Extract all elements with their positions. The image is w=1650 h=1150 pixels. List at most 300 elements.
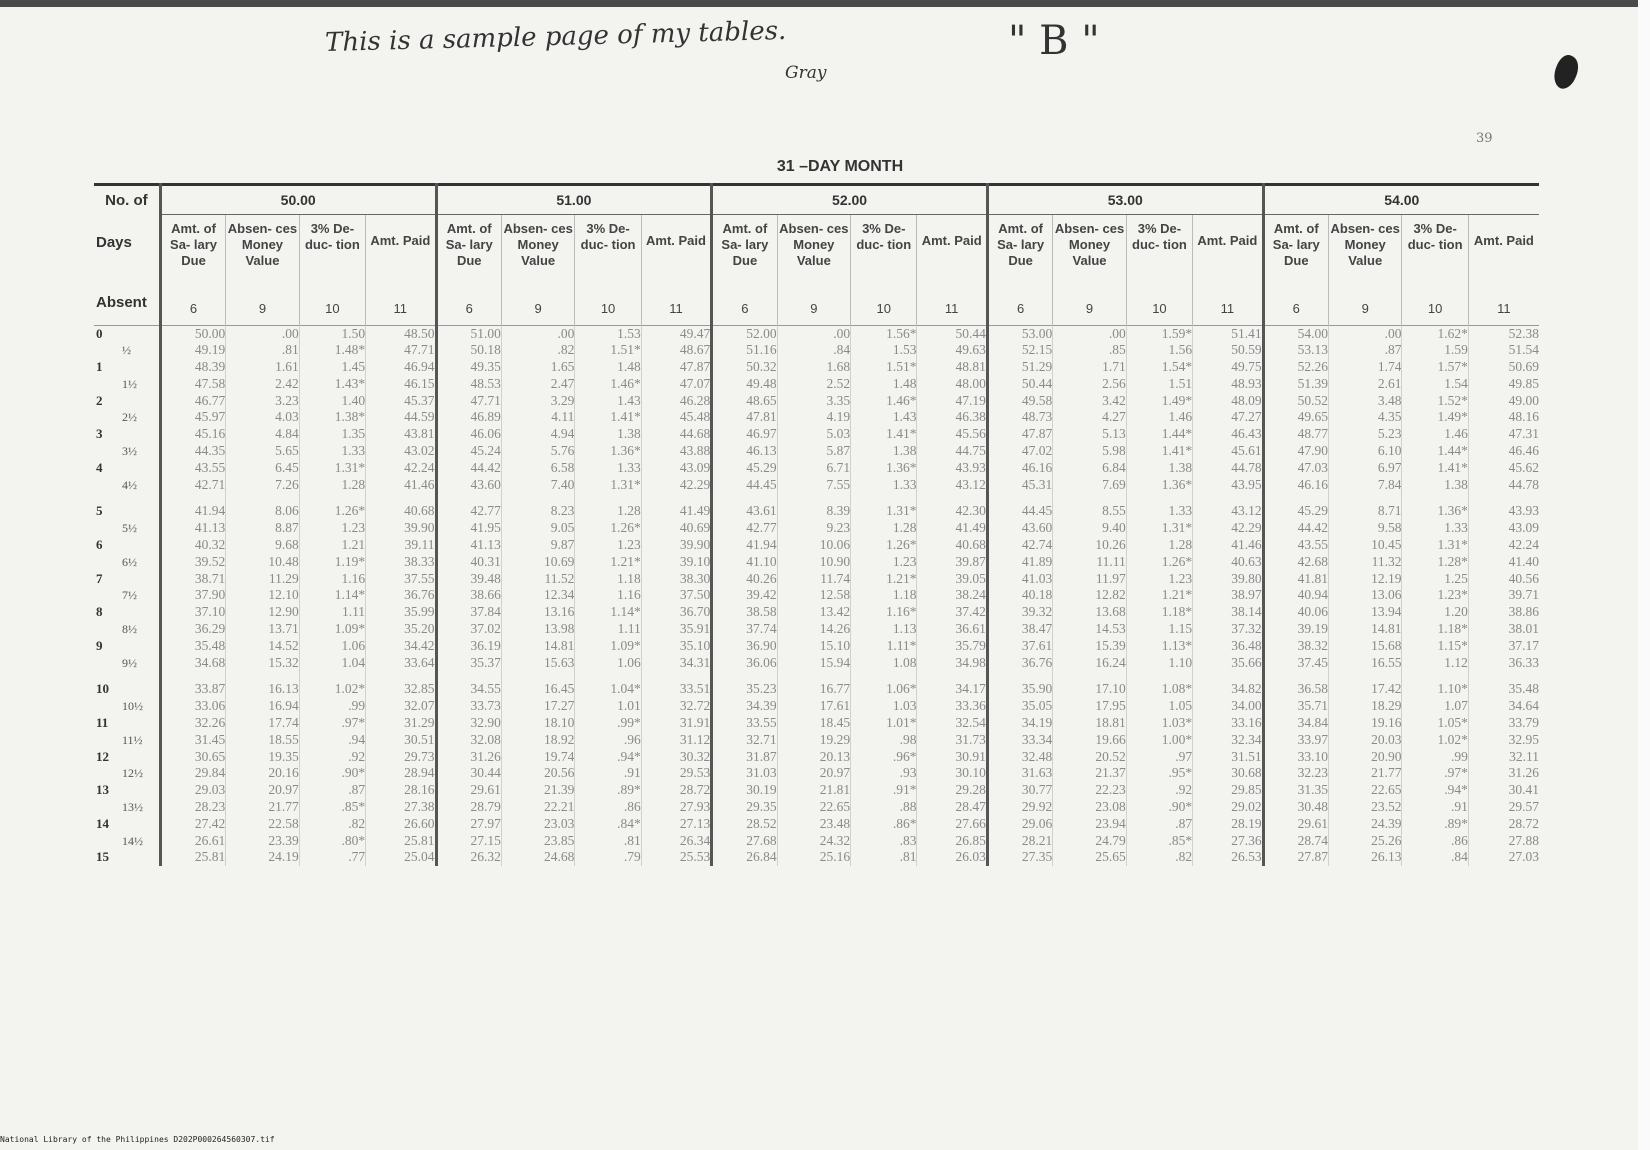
- table-cell: 1.28: [851, 520, 917, 537]
- table-cell: 51.41: [1193, 325, 1263, 342]
- table-cell: 1.48: [575, 359, 641, 376]
- table-cell: 13.68: [1053, 604, 1127, 621]
- spacer-cell: [712, 671, 777, 681]
- column-header-4-1: [1328, 214, 1402, 325]
- table-cell: 53.13: [1263, 342, 1328, 359]
- table-cell: .84*: [575, 816, 641, 833]
- days-absent-label: [94, 749, 160, 766]
- table-cell: 21.37: [1053, 765, 1127, 782]
- table-cell: .85*: [299, 799, 365, 816]
- table-row: [94, 503, 1539, 520]
- table-cell: 40.06: [1263, 604, 1328, 621]
- days-absent-label: [94, 782, 160, 799]
- table-cell: 2.47: [501, 376, 575, 393]
- table-row: [94, 749, 1539, 766]
- table-cell: 33.36: [917, 698, 987, 715]
- table-cell: 1.40: [299, 393, 365, 410]
- table-cell: 30.51: [366, 732, 436, 749]
- table-cell: 48.67: [641, 342, 711, 359]
- table-cell: 50.32: [712, 359, 777, 376]
- table-cell: 1.21*: [575, 554, 641, 571]
- table-cell: 14.53: [1053, 621, 1127, 638]
- table-cell: .81: [575, 833, 641, 850]
- table-cell: 31.35: [1263, 782, 1328, 799]
- table-cell: 1.36*: [1126, 477, 1192, 494]
- table-cell: 30.48: [1263, 799, 1328, 816]
- table-cell: 1.49*: [1126, 393, 1192, 410]
- table-cell: 20.97: [226, 782, 300, 799]
- table-cell: .79: [575, 849, 641, 866]
- table-cell: 7.40: [501, 477, 575, 494]
- table-cell: .99*: [575, 715, 641, 732]
- column-header-number: 11: [393, 300, 408, 316]
- table-cell: 12.90: [226, 604, 300, 621]
- days-absent-value: 7½: [122, 588, 137, 603]
- table-cell: 1.38: [1402, 477, 1468, 494]
- table-cell: .00: [501, 325, 575, 342]
- column-header-2-3: [917, 214, 987, 325]
- table-cell: 1.56*: [851, 325, 917, 342]
- spacer-cell: [851, 671, 917, 681]
- table-cell: 1.61: [226, 359, 300, 376]
- table-cell: 46.43: [1193, 426, 1263, 443]
- table-cell: 50.69: [1468, 359, 1539, 376]
- table-row: [94, 587, 1539, 604]
- table-cell: 52.15: [987, 342, 1052, 359]
- table-cell: 1.13*: [1126, 638, 1192, 655]
- table-cell: 46.89: [436, 409, 501, 426]
- column-header-label: Amt. Paid: [1197, 232, 1258, 248]
- spacer-cell: [987, 493, 1052, 503]
- table-cell: 35.05: [987, 698, 1052, 715]
- table-cell: .98: [851, 732, 917, 749]
- table-cell: 1.31*: [1402, 537, 1468, 554]
- table-cell: 37.10: [160, 604, 225, 621]
- table-cell: 1.21*: [851, 571, 917, 588]
- table-cell: 48.73: [987, 409, 1052, 426]
- table-cell: 1.08*: [1126, 681, 1192, 698]
- table-cell: 47.71: [366, 342, 436, 359]
- column-header-0-1: [226, 214, 300, 325]
- table-cell: 1.00*: [1126, 732, 1192, 749]
- days-absent-label: [94, 426, 160, 443]
- table-cell: 44.78: [1468, 477, 1539, 494]
- table-cell: 23.52: [1328, 799, 1402, 816]
- row-label-header-line1: No. of: [105, 191, 148, 209]
- table-row: [94, 732, 1539, 749]
- table-cell: .91: [1402, 799, 1468, 816]
- table-cell: 1.23: [575, 537, 641, 554]
- table-cell: .84: [777, 342, 851, 359]
- column-header-label: Absen- ces Money Value: [779, 220, 849, 268]
- table-cell: 40.18: [987, 587, 1052, 604]
- handwritten-signature: Gray: [785, 63, 827, 83]
- table-cell: 35.71: [1263, 698, 1328, 715]
- table-cell: 1.20: [1402, 604, 1468, 621]
- days-absent-label: [94, 477, 160, 494]
- table-cell: .96: [575, 732, 641, 749]
- table-cell: 8.06: [226, 503, 300, 520]
- table-row: [94, 816, 1539, 833]
- days-absent-label: [94, 816, 160, 833]
- page-number: 39: [1476, 131, 1493, 146]
- table-cell: 38.14: [1193, 604, 1263, 621]
- table-cell: 32.90: [436, 715, 501, 732]
- table-cell: 4.03: [226, 409, 300, 426]
- table-cell: 1.51: [1126, 376, 1192, 393]
- table-cell: 42.77: [436, 503, 501, 520]
- column-header-4-3: [1468, 214, 1539, 325]
- table-cell: 2.61: [1328, 376, 1402, 393]
- table-cell: 32.54: [917, 715, 987, 732]
- table-cell: 48.50: [366, 325, 436, 342]
- table-cell: 45.56: [917, 426, 987, 443]
- table-cell: 33.16: [1193, 715, 1263, 732]
- table-cell: 43.81: [366, 426, 436, 443]
- table-cell: 1.33: [851, 477, 917, 494]
- table-cell: 32.85: [366, 681, 436, 698]
- spacer-cell: [94, 671, 160, 681]
- days-absent-label: [94, 325, 160, 342]
- ink-blot: [1549, 52, 1583, 92]
- table-cell: 7.55: [777, 477, 851, 494]
- days-absent-value: 14½: [122, 833, 143, 848]
- table-cell: 1.18*: [1402, 621, 1468, 638]
- spacer-cell: [501, 493, 575, 503]
- table-cell: 30.77: [987, 782, 1052, 799]
- days-absent-value: 3½: [122, 444, 137, 459]
- table-cell: 31.87: [712, 749, 777, 766]
- table-cell: 43.60: [987, 520, 1052, 537]
- spacer-cell: [641, 493, 711, 503]
- days-absent-label: [94, 621, 160, 638]
- table-cell: 43.95: [1193, 477, 1263, 494]
- table-cell: 6.45: [226, 460, 300, 477]
- table-cell: 26.03: [917, 849, 987, 866]
- days-absent-value: 10: [96, 681, 109, 697]
- table-cell: 36.29: [160, 621, 225, 638]
- table-cell: 16.24: [1053, 655, 1127, 672]
- table-cell: 24.79: [1053, 833, 1127, 850]
- table-row: [94, 571, 1539, 588]
- column-header-label: Absen- ces Money Value: [1054, 220, 1125, 268]
- table-cell: 38.33: [366, 554, 436, 571]
- row-label-header-line2: Days: [96, 234, 132, 251]
- days-absent-value: 2½: [122, 410, 137, 425]
- days-absent-value: 10½: [122, 699, 143, 714]
- table-cell: 17.10: [1053, 681, 1127, 698]
- table-cell: 5.76: [501, 443, 575, 460]
- column-header-row: [94, 214, 1539, 325]
- table-cell: 1.10*: [1402, 681, 1468, 698]
- table-cell: 38.86: [1468, 604, 1539, 621]
- table-cell: 46.28: [641, 393, 711, 410]
- table-cell: 39.32: [987, 604, 1052, 621]
- table-cell: 30.65: [160, 749, 225, 766]
- table-cell: 1.36*: [851, 460, 917, 477]
- table-cell: 38.01: [1468, 621, 1539, 638]
- table-row: [94, 715, 1539, 732]
- table-cell: .97*: [1402, 765, 1468, 782]
- days-absent-value: 1½: [122, 376, 137, 391]
- column-header-label: Absen- ces Money Value: [227, 220, 298, 268]
- column-header-1-2: [575, 214, 641, 325]
- table-cell: 1.11: [575, 621, 641, 638]
- table-cell: 36.58: [1263, 681, 1328, 698]
- spacer-cell: [160, 493, 225, 503]
- table-cell: 20.03: [1328, 732, 1402, 749]
- table-cell: 11.29: [226, 571, 300, 588]
- table-cell: .87: [299, 782, 365, 799]
- days-absent-value: 12: [96, 748, 109, 764]
- table-row: [94, 833, 1539, 850]
- days-absent-value: 6: [96, 537, 103, 553]
- table-cell: 14.52: [226, 638, 300, 655]
- table-cell: 1.18: [851, 587, 917, 604]
- days-absent-value: 13½: [122, 800, 143, 815]
- table-cell: 1.16*: [851, 604, 917, 621]
- table-cell: 42.29: [1193, 520, 1263, 537]
- column-header-label: Amt. Paid: [646, 232, 706, 248]
- table-cell: 35.37: [436, 655, 501, 672]
- table-cell: 36.70: [641, 604, 711, 621]
- table-cell: 36.76: [366, 587, 436, 604]
- days-absent-label: [94, 554, 160, 571]
- spacer-cell: [1126, 671, 1192, 681]
- table-cell: 35.20: [366, 621, 436, 638]
- table-cell: 1.41*: [575, 409, 641, 426]
- table-cell: 47.87: [641, 359, 711, 376]
- table-cell: 10.48: [226, 554, 300, 571]
- table-cell: 1.03*: [1126, 715, 1192, 732]
- table-cell: 50.52: [1263, 393, 1328, 410]
- table-cell: 41.40: [1468, 554, 1539, 571]
- table-cell: 51.29: [987, 359, 1052, 376]
- table-cell: 42.77: [712, 520, 777, 537]
- table-cell: 37.55: [366, 571, 436, 588]
- table-cell: 40.31: [436, 554, 501, 571]
- table-cell: 50.18: [436, 342, 501, 359]
- table-cell: 1.09*: [575, 638, 641, 655]
- spacer-cell: [1468, 493, 1539, 503]
- handwritten-mark: " B ": [1008, 18, 1100, 64]
- table-cell: 1.10: [1126, 655, 1192, 672]
- table-cell: .88: [851, 799, 917, 816]
- column-header-4-0: [1263, 214, 1328, 325]
- table-cell: 28.21: [987, 833, 1052, 850]
- table-cell: 30.68: [1193, 765, 1263, 782]
- table-cell: 1.28: [575, 503, 641, 520]
- column-header-label: Absen- ces Money Value: [503, 220, 573, 268]
- days-absent-label: [94, 460, 160, 477]
- days-absent-value: 14: [96, 815, 109, 831]
- table-cell: 1.11: [299, 604, 365, 621]
- table-cell: .81: [851, 849, 917, 866]
- table-cell: 13.71: [226, 621, 300, 638]
- table-cell: 1.21*: [1126, 587, 1192, 604]
- table-cell: 40.63: [1193, 554, 1263, 571]
- table-cell: 36.90: [712, 638, 777, 655]
- table-cell: 20.13: [777, 749, 851, 766]
- table-cell: 45.16: [160, 426, 225, 443]
- table-cell: 22.65: [1328, 782, 1402, 799]
- table-cell: .00: [1053, 325, 1127, 342]
- table-cell: 1.68: [777, 359, 851, 376]
- table-cell: 20.16: [226, 765, 300, 782]
- table-cell: .94: [299, 732, 365, 749]
- table-cell: 15.32: [226, 655, 300, 672]
- table-cell: 34.00: [1193, 698, 1263, 715]
- table-cell: 4.27: [1053, 409, 1127, 426]
- table-cell: .96*: [851, 749, 917, 766]
- table-cell: 39.80: [1193, 571, 1263, 588]
- table-cell: 33.73: [436, 698, 501, 715]
- table-cell: 47.02: [987, 443, 1052, 460]
- table-cell: 26.13: [1328, 849, 1402, 866]
- table-cell: 42.74: [987, 537, 1052, 554]
- column-header-number: 10: [1427, 300, 1443, 316]
- table-cell: 23.94: [1053, 816, 1127, 833]
- table-cell: 36.33: [1468, 655, 1539, 672]
- table-cell: 31.51: [1193, 749, 1263, 766]
- table-cell: 38.66: [436, 587, 501, 604]
- days-absent-label: [94, 359, 160, 376]
- table-cell: 19.35: [226, 749, 300, 766]
- table-cell: 25.81: [366, 833, 436, 850]
- table-cell: 49.58: [987, 393, 1052, 410]
- table-cell: 33.10: [1263, 749, 1328, 766]
- days-absent-value: 2: [96, 392, 103, 408]
- table-cell: 39.90: [641, 537, 711, 554]
- table-cell: 5.13: [1053, 426, 1127, 443]
- days-absent-value: 7: [96, 570, 103, 586]
- table-row: [94, 681, 1539, 698]
- table-cell: 21.77: [1328, 765, 1402, 782]
- table-cell: 11.74: [777, 571, 851, 588]
- table-cell: 48.81: [917, 359, 987, 376]
- column-header-label: Absen- ces Money Value: [1330, 220, 1400, 268]
- table-cell: 20.97: [777, 765, 851, 782]
- days-absent-label: [94, 537, 160, 554]
- table-cell: 1.05*: [1402, 715, 1468, 732]
- table-cell: 39.05: [917, 571, 987, 588]
- table-cell: 49.19: [160, 342, 225, 359]
- table-cell: 23.39: [226, 833, 300, 850]
- table-cell: 48.16: [1468, 409, 1539, 426]
- column-header-1-0: [436, 214, 501, 325]
- table-cell: 49.63: [917, 342, 987, 359]
- table-cell: 1.31*: [575, 477, 641, 494]
- days-absent-value: 12½: [122, 766, 143, 781]
- table-cell: 1.06*: [851, 681, 917, 698]
- table-cell: 15.63: [501, 655, 575, 672]
- table-cell: 28.16: [366, 782, 436, 799]
- table-cell: 50.44: [987, 376, 1052, 393]
- days-absent-label: [94, 799, 160, 816]
- table-cell: 1.01*: [851, 715, 917, 732]
- table-cell: 5.03: [777, 426, 851, 443]
- days-absent-value: 4½: [122, 477, 137, 492]
- table-cell: 1.31*: [299, 460, 365, 477]
- table-cell: 44.78: [1193, 460, 1263, 477]
- table-cell: 49.65: [1263, 409, 1328, 426]
- column-header-4-2: [1402, 214, 1468, 325]
- table-cell: 1.38: [1126, 460, 1192, 477]
- table-cell: 1.16: [575, 587, 641, 604]
- table-cell: 44.59: [366, 409, 436, 426]
- table-cell: 6.84: [1053, 460, 1127, 477]
- table-row: [94, 849, 1539, 866]
- spacer-cell: [1193, 493, 1263, 503]
- table-cell: 34.39: [712, 698, 777, 715]
- table-cell: 1.12: [1402, 655, 1468, 672]
- table-cell: 40.68: [366, 503, 436, 520]
- spacer-cell: [1468, 671, 1539, 681]
- table-cell: 27.66: [917, 816, 987, 833]
- table-cell: 26.32: [436, 849, 501, 866]
- table-cell: .94*: [575, 749, 641, 766]
- table-row: [94, 554, 1539, 571]
- table-cell: 27.87: [1263, 849, 1328, 866]
- table-cell: 35.90: [987, 681, 1052, 698]
- column-header-label: 3% De- duc- tion: [1407, 220, 1463, 252]
- table-cell: 18.81: [1053, 715, 1127, 732]
- table-cell: 32.23: [1263, 765, 1328, 782]
- table-title: 31 –DAY MONTH: [776, 158, 904, 175]
- table-cell: 38.24: [917, 587, 987, 604]
- table-cell: 33.97: [1263, 732, 1328, 749]
- column-header-3-2: [1126, 214, 1192, 325]
- table-cell: 31.73: [917, 732, 987, 749]
- table-cell: 29.57: [1468, 799, 1539, 816]
- rate-header-4: 54.00: [1263, 185, 1539, 215]
- table-cell: 29.92: [987, 799, 1052, 816]
- table-cell: 1.46: [1126, 409, 1192, 426]
- table-cell: 42.71: [160, 477, 225, 494]
- column-header-2-0: [712, 214, 777, 325]
- table-cell: 30.44: [436, 765, 501, 782]
- table-cell: 9.23: [777, 520, 851, 537]
- table-cell: 11.32: [1328, 554, 1402, 571]
- table-cell: 1.53: [851, 342, 917, 359]
- table-cell: 35.48: [160, 638, 225, 655]
- table-cell: 52.26: [1263, 359, 1328, 376]
- table-cell: 1.13: [851, 621, 917, 638]
- table-cell: 13.98: [501, 621, 575, 638]
- table-cell: 1.33: [1126, 503, 1192, 520]
- table-cell: 23.03: [501, 816, 575, 833]
- table-cell: 27.35: [987, 849, 1052, 866]
- table-cell: 33.06: [160, 698, 225, 715]
- days-absent-value: 9: [96, 637, 103, 653]
- table-cell: 26.61: [160, 833, 225, 850]
- table-cell: 41.03: [987, 571, 1052, 588]
- table-cell: 32.11: [1468, 749, 1539, 766]
- days-absent-label: [94, 732, 160, 749]
- days-absent-label: [94, 833, 160, 850]
- table-cell: 39.42: [712, 587, 777, 604]
- days-absent-label: [94, 655, 160, 672]
- row-label-header-line3: Absent: [96, 294, 147, 311]
- table-cell: 14.81: [501, 638, 575, 655]
- table-cell: 16.77: [777, 681, 851, 698]
- table-row: [94, 443, 1539, 460]
- table-cell: 38.71: [160, 571, 225, 588]
- table-cell: 30.19: [712, 782, 777, 799]
- table-cell: 34.98: [917, 655, 987, 672]
- table-cell: 39.71: [1468, 587, 1539, 604]
- column-header-number: 9: [1085, 300, 1094, 316]
